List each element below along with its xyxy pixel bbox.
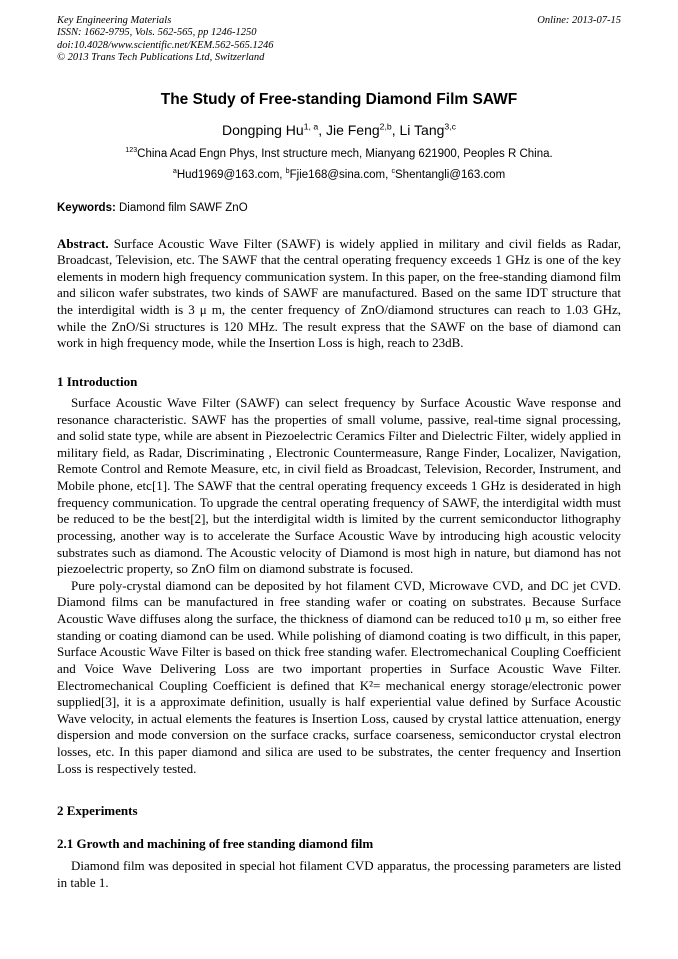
email-superscript: c <box>391 166 396 175</box>
emails-line <box>57 166 621 181</box>
affiliation-superscript: 123 <box>125 145 138 154</box>
author-separator: , <box>391 121 400 138</box>
authors-line <box>57 122 621 138</box>
journal-copyright-line: © 2013 Trans Tech Publications Ltd, Switzerland <box>57 52 265 64</box>
abstract-paragraph <box>57 236 621 352</box>
keywords-text: Diamond film SAWF ZnO <box>119 201 248 214</box>
experiments-subheading: 2.1 Growth and machining of free standing diamond film <box>57 836 374 852</box>
abstract-text: Surface Acoustic Wave Filter (SAWF) is widely applied in military and civil fields as Radar, Broadcast, Television, etc. The SAWF that the central operating frequency exceeds 1 GHz is one of the key elements in modern high frequency communication system. In this paper, on the free-standing diamond film and silicon wafer substrates, two kinds of SAWF are manufactured. Based on the same IDT structure that the interdigital width is 3 μ m, the center frequency of ZnO/diamond structures can reach to 1.03 GHz, while the ZnO/Si structures is 120 MHz. The result express that the SAWF on the base of diamond can work in high frequency mode, while the Insertion Loss is high, reach to 23dB. <box>57 235 621 351</box>
journal-doi-line: doi:10.4028/www.scientific.net/KEM.562-565.1246 <box>57 39 274 51</box>
journal-header <box>57 15 621 65</box>
journal-info <box>57 15 274 65</box>
section-experiments <box>57 803 621 891</box>
author-email: $^c$Shentangli@163.com <box>391 166 506 181</box>
author-email: $^b$Fjie168@sina.com, <box>285 166 392 181</box>
author-superscript: 1, a <box>303 120 319 131</box>
abstract-label: Abstract. <box>57 235 109 251</box>
author-email: $^a$Hud1969@163.com, <box>172 166 286 181</box>
email-separator: , <box>385 168 392 181</box>
author-name: Jie Feng$^{2,b}$, <box>325 120 400 138</box>
online-date: Online: 2013-07-15 <box>537 15 621 26</box>
affiliation-text: China Acad Engn Phys, Inst structure mech, Mianyang 621900, Peoples R China. <box>137 147 553 160</box>
introduction-heading: 1 Introduction <box>57 373 138 389</box>
author-name: Li Tang$^{3,c}$ <box>399 120 456 138</box>
section-introduction <box>57 374 621 777</box>
introduction-paragraph-1: Surface Acoustic Wave Filter (SAWF) can select frequency by Surface Acoustic Wave response and resonance characteristic. SAWF has the properties of small volume, passive, real-time signal processing, and solid state type, while are absent in Piezoelectric Ceramics Filter and Dielectric Filter, widely applied in military field, as Radar, Discriminating , Electronic Countermeasure, Range Finder, Localizer, Navigation, Remote Control and Remote Measure, etc, in civil field as Broadcast, Television, Recorder, Instrument, and Mobile phone, etc[1]. The SAWF that the central operating frequency exceeds 1 GHz is desiderated in high frequency communication. To upgrade the central operating frequency of SAWF, the interdigital width must be reduced to be the best[2], but the interdigital width is limited by the current semiconductor lithography processing, another way is to accelerate the Surface Acoustic Wave by introducing high acoustic velocity substrates such as diamond. The Acoustic velocity of Diamond is most high in nature, but diamond has not piezoelectric property, so ZnO film on diamond substrate is focused. <box>57 394 621 577</box>
email-superscript: b <box>285 166 290 175</box>
keywords-line <box>57 202 621 214</box>
author-superscript: 3,c <box>444 120 456 131</box>
keywords-label: Keywords: <box>57 201 116 214</box>
experiments-heading: 2 Experiments <box>57 803 138 819</box>
author-separator: , <box>318 121 326 138</box>
paper-title: The Study of Free-standing Diamond Film SAWF <box>160 90 518 108</box>
affiliation-line <box>57 145 621 160</box>
author-superscript: 2,b <box>379 120 392 131</box>
email-superscript: a <box>172 166 177 175</box>
journal-issn-line: ISSN: 1662-9795, Vols. 562-565, pp 1246-1250 <box>57 27 257 39</box>
introduction-paragraph-2: Pure poly-crystal diamond can be deposited by hot filament CVD, Microwave CVD, and DC jet CVD. Diamond films can be manufactured in free standing wafer or coating on substrates. Because Surface Acoustic Wave diffuses along the surface, the thickness of diamond can be reduced to10 μ m, so either free standing or coating diamond can be used. While polishing of diamond coating is two difficult, in this paper, Surface Acoustic Wave Filter is based on thick free standing wafer. Electromechanical Coupling Coefficient and Voice Wave Delivering Loss are two important properties in Surface Acoustic Wave Filter. Electromechanical Coupling Coefficient is defined that K²= mechanical energy storage/electronic power supplied[3], it is a approximate definition, usually is half experiential value defined by Surface Acoustic Wave velocity, in actual elements the features is Insertion Loss, caused by crystal lattice attenuation, energy dispersion and mode conversion on the surface cracks, surface coarseness, semiconductor crystal electron losses, etc. In this paper diamond and silica are used to be substrates, the center frequency and Insertion Loss is respectively tested. <box>57 577 621 776</box>
author-name: Dongping Hu$^{1, a}$, <box>221 120 326 138</box>
email-separator: , <box>279 168 286 181</box>
experiments-paragraph-1: Diamond film was deposited in special hot filament CVD apparatus, the processing parameters are listed in table 1. <box>57 858 621 890</box>
journal-name: Key Engineering Materials <box>57 15 172 26</box>
